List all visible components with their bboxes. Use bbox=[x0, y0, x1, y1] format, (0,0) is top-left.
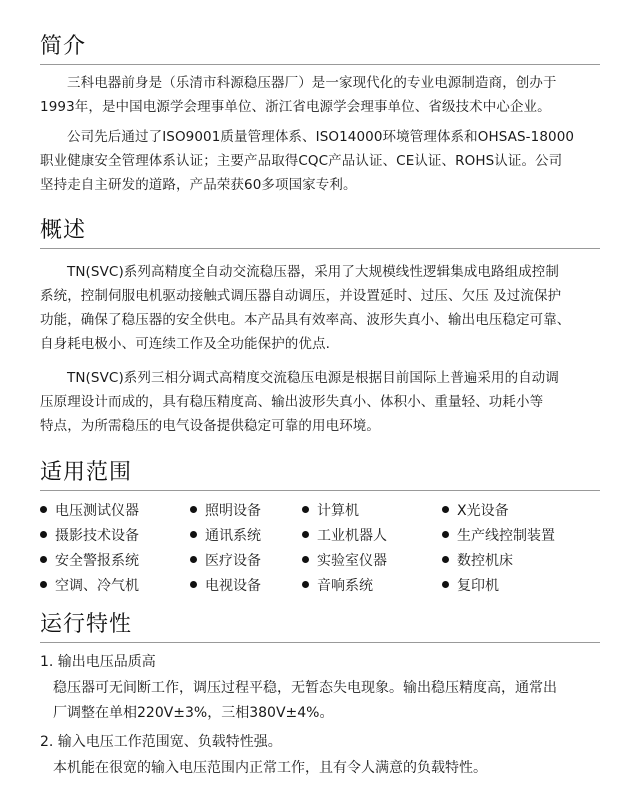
section-heading-intro: 简介 bbox=[40, 34, 87, 59]
list-item-label: 电压测试仪器 bbox=[55, 503, 139, 519]
bullet-icon bbox=[302, 581, 309, 588]
bullet-icon bbox=[40, 506, 47, 513]
intro-paragraph-1 bbox=[40, 71, 600, 119]
bullet-icon bbox=[442, 506, 449, 513]
list-item-label: 复印机 bbox=[457, 578, 499, 594]
list-item bbox=[40, 500, 190, 523]
text-line: 自身耗电极小、可连续工作及全功能保护的优点. bbox=[40, 336, 330, 352]
list-item-label: X光设备 bbox=[457, 503, 509, 519]
feature-title-2: 2. 输入电压工作范围宽、负载特性强。 bbox=[40, 734, 282, 750]
intro-paragraph-2 bbox=[40, 125, 600, 197]
list-item-label: 通讯系统 bbox=[205, 528, 261, 544]
text-line: 坚持走自主研发的道路，产品荣获60多项国家专利。 bbox=[40, 177, 357, 193]
divider bbox=[40, 64, 600, 65]
list-item bbox=[40, 550, 190, 573]
list-item-label: 照明设备 bbox=[205, 503, 261, 519]
text-line: 本机能在很宽的输入电压范围内正常工作，且有令人满意的负载特性。 bbox=[53, 760, 487, 776]
section-heading-overview: 概述 bbox=[40, 218, 87, 243]
list-item bbox=[442, 500, 600, 523]
list-item-label: 计算机 bbox=[317, 503, 359, 519]
list-item bbox=[442, 550, 600, 573]
divider bbox=[40, 248, 600, 249]
text-line: 特点，为所需稳压的电气设备提供稳定可靠的用电环境。 bbox=[40, 418, 380, 434]
bullet-icon bbox=[190, 506, 197, 513]
bullet-icon bbox=[190, 556, 197, 563]
list-item bbox=[190, 550, 302, 573]
bullet-icon bbox=[40, 531, 47, 538]
bullet-icon bbox=[190, 581, 197, 588]
text-line: 压原理设计而成的，具有稳压精度高、输出波形失真小、体积小、重量轻、功耗小等 bbox=[40, 394, 544, 410]
list-item-label: 工业机器人 bbox=[317, 528, 387, 544]
divider bbox=[40, 642, 600, 643]
feature-body-2 bbox=[53, 756, 487, 781]
feature-title-1: 1. 输出电压品质高 bbox=[40, 654, 156, 670]
list-item bbox=[190, 500, 302, 523]
text-line: 1993年，是中国电源学会理事单位、浙江省电源学会理事单位、省级技术中心企业。 bbox=[40, 99, 551, 115]
list-item bbox=[190, 525, 302, 548]
list-item bbox=[302, 525, 442, 548]
bullet-icon bbox=[40, 556, 47, 563]
list-item-label: 电视设备 bbox=[205, 578, 261, 594]
text-line: 稳压器可无间断工作，调压过程平稳，无暂态失电现象。输出稳压精度高，通常出 bbox=[53, 680, 557, 696]
text-line: TN(SVC)系列高精度全自动交流稳压器，采用了大规模线性逻辑集成电路组成控制 bbox=[67, 264, 560, 280]
bullet-icon bbox=[442, 581, 449, 588]
list-item bbox=[40, 525, 190, 548]
text-line: 公司先后通过了ISO9001质量管理体系、ISO14000环境管理体系和OHSAS-18000 bbox=[67, 129, 575, 145]
list-item bbox=[40, 575, 190, 598]
text-line: 功能，确保了稳压器的安全供电。本产品具有效率高、波形失真小、输出电压稳定可靠、 bbox=[40, 312, 571, 328]
list-item-label: 摄影技术设备 bbox=[55, 528, 139, 544]
text-line: 职业健康安全管理体系认证；主要产品取得CQC产品认证、CE认证、ROHS认证。公司 bbox=[40, 153, 563, 169]
list-item bbox=[442, 575, 600, 598]
text-line: 厂调整在单相220V±3%，三相380V±4%。 bbox=[53, 705, 334, 721]
list-item-label: 音响系统 bbox=[317, 578, 373, 594]
divider bbox=[40, 490, 600, 491]
list-item bbox=[302, 550, 442, 573]
list-item bbox=[302, 575, 442, 598]
bullet-icon bbox=[190, 531, 197, 538]
bullet-icon bbox=[302, 531, 309, 538]
list-item bbox=[442, 525, 600, 548]
text-line: 三科电器前身是（乐清市科源稳压器厂）是一家现代化的专业电源制造商，创办于 bbox=[67, 75, 557, 91]
text-line: TN(SVC)系列三相分调式高精度交流稳压电源是根据目前国际上普遍采用的自动调 bbox=[67, 370, 560, 386]
section-heading-features: 运行特性 bbox=[40, 612, 133, 637]
bullet-icon bbox=[302, 506, 309, 513]
list-item-label: 数控机床 bbox=[457, 553, 513, 569]
bullet-icon bbox=[442, 531, 449, 538]
bullet-icon bbox=[40, 581, 47, 588]
list-item bbox=[302, 500, 442, 523]
scope-list bbox=[40, 500, 600, 598]
overview-paragraph-2 bbox=[40, 366, 600, 438]
section-heading-scope: 适用范围 bbox=[40, 460, 133, 485]
list-item-label: 空调、冷气机 bbox=[55, 578, 139, 594]
bullet-icon bbox=[302, 556, 309, 563]
list-item-label: 安全警报系统 bbox=[55, 553, 139, 569]
list-item-label: 生产线控制装置 bbox=[457, 528, 555, 544]
feature-body-1 bbox=[53, 676, 557, 726]
text-line: 系统，控制伺服电机驱动接触式调压器自动调压，并设置延时、过压、欠压 及过流保护 bbox=[40, 288, 562, 304]
overview-paragraph-1 bbox=[40, 260, 600, 356]
list-item-label: 实验室仪器 bbox=[317, 553, 387, 569]
list-item bbox=[190, 575, 302, 598]
bullet-icon bbox=[442, 556, 449, 563]
list-item-label: 医疗设备 bbox=[205, 553, 261, 569]
